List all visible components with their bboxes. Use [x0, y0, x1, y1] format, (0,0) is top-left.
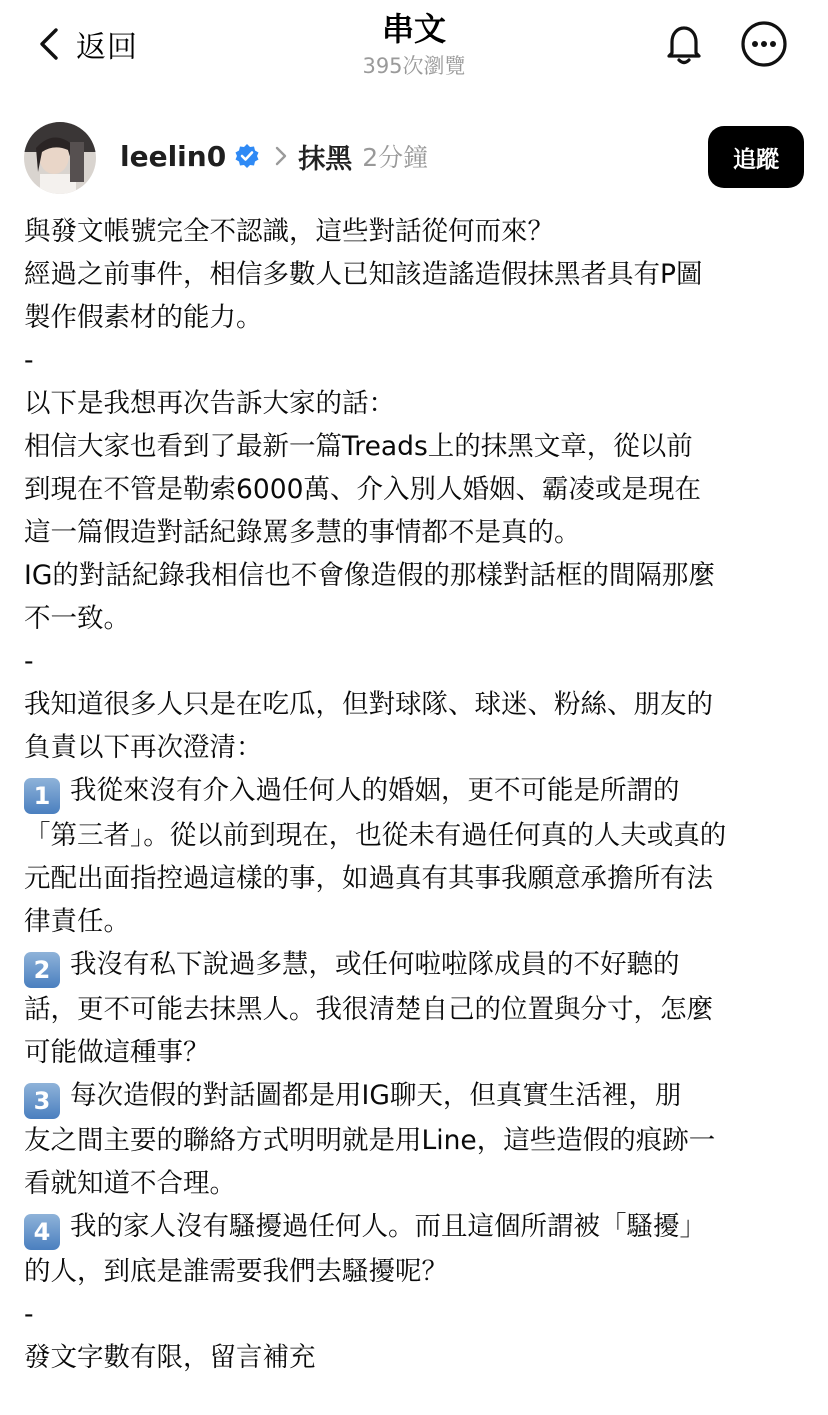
separator-line: -: [24, 345, 34, 376]
post-line: 製作假素材的能力。: [24, 302, 263, 333]
more-icon[interactable]: [740, 20, 788, 68]
post-body: [24, 210, 808, 1379]
username[interactable]: leelin0: [120, 139, 227, 173]
separator-line: -: [24, 646, 34, 677]
chevron-right-icon: [274, 146, 288, 166]
page-title: 串文: [381, 10, 446, 48]
post-line-text: 我的家人沒有騷擾過任何人。而且這個所謂被「騷擾」: [70, 1211, 706, 1242]
top-bar: [0, 0, 828, 96]
post-line: 這一篇假造對話紀錄罵多慧的事情都不是真的。: [24, 517, 581, 548]
post-line-text: 我沒有私下說過多慧，或任何啦啦隊成員的不好聽的: [70, 949, 680, 980]
number-one-icon: 1: [24, 778, 60, 814]
post-line: 經過之前事件，相信多數人已知該造謠造假抹黑者具有P圖: [24, 259, 703, 290]
post-line: IG的對話紀錄我相信也不會像造假的那樣對話框的間隔那麼: [24, 560, 715, 591]
post-line: 到現在不管是勒索6000萬、介入別人婚姻、霸凌或是現在: [24, 474, 701, 505]
separator-line: -: [24, 1299, 34, 1330]
number-two-icon: 2: [24, 952, 60, 988]
topic-tag[interactable]: 抹黑: [298, 143, 353, 175]
post-line: 友之間主要的聯絡方式明明就是用Line，這些造假的痕跡一: [24, 1125, 716, 1156]
post-line: 負責以下再次澄清：: [24, 732, 263, 763]
post-line: 看就知道不合理。: [24, 1168, 236, 1199]
verified-icon: [234, 143, 260, 169]
post-line: 發文字數有限，留言補充: [24, 1342, 316, 1373]
post-time: 2分鐘: [362, 143, 429, 172]
back-button[interactable]: [36, 22, 138, 66]
post-line-numbered: [24, 943, 808, 988]
view-count: 395次瀏覽: [362, 54, 466, 78]
post-line: 「第三者」。從以前到現在，也從未有過任何真的人夫或真的: [24, 820, 727, 851]
post-line: 相信大家也看到了最新一篇Treads上的抹黑文章，從以前: [24, 431, 693, 462]
post-line: 與發文帳號完全不認識，這些對話從何而來？: [24, 216, 554, 247]
post-line: 律責任。: [24, 906, 130, 937]
post-line-numbered: [24, 1074, 808, 1119]
back-chevron-icon: [36, 26, 66, 62]
back-label: 返回: [76, 30, 138, 65]
bell-icon[interactable]: [660, 20, 708, 68]
post-line: 以下是我想再次告訴大家的話：: [24, 388, 395, 419]
post-line: 不一致。: [24, 603, 130, 634]
follow-button[interactable]: 追蹤: [708, 126, 804, 188]
post-line: 的人，到底是誰需要我們去騷擾呢？: [24, 1256, 448, 1287]
post-line-text: 我從來沒有介入過任何人的婚姻，更不可能是所謂的: [70, 775, 680, 806]
number-three-icon: 3: [24, 1083, 60, 1119]
post-line-numbered: [24, 1205, 808, 1250]
post-line: 話，更不可能去抹黑人。我很清楚自己的位置與分寸，怎麼: [24, 994, 713, 1025]
post-line: 可能做這種事？: [24, 1037, 210, 1068]
post-line: 我知道很多人只是在吃瓜，但對球隊、球迷、粉絲、朋友的: [24, 689, 713, 720]
post-header: [0, 118, 828, 198]
post-line-numbered: [24, 769, 808, 814]
avatar[interactable]: [24, 122, 96, 194]
post-line-text: 每次造假的對話圖都是用IG聊天，但真實生活裡，朋: [70, 1080, 682, 1111]
number-four-icon: 4: [24, 1214, 60, 1250]
post-line: 元配出面指控過這樣的事，如過真有其事我願意承擔所有法: [24, 863, 713, 894]
